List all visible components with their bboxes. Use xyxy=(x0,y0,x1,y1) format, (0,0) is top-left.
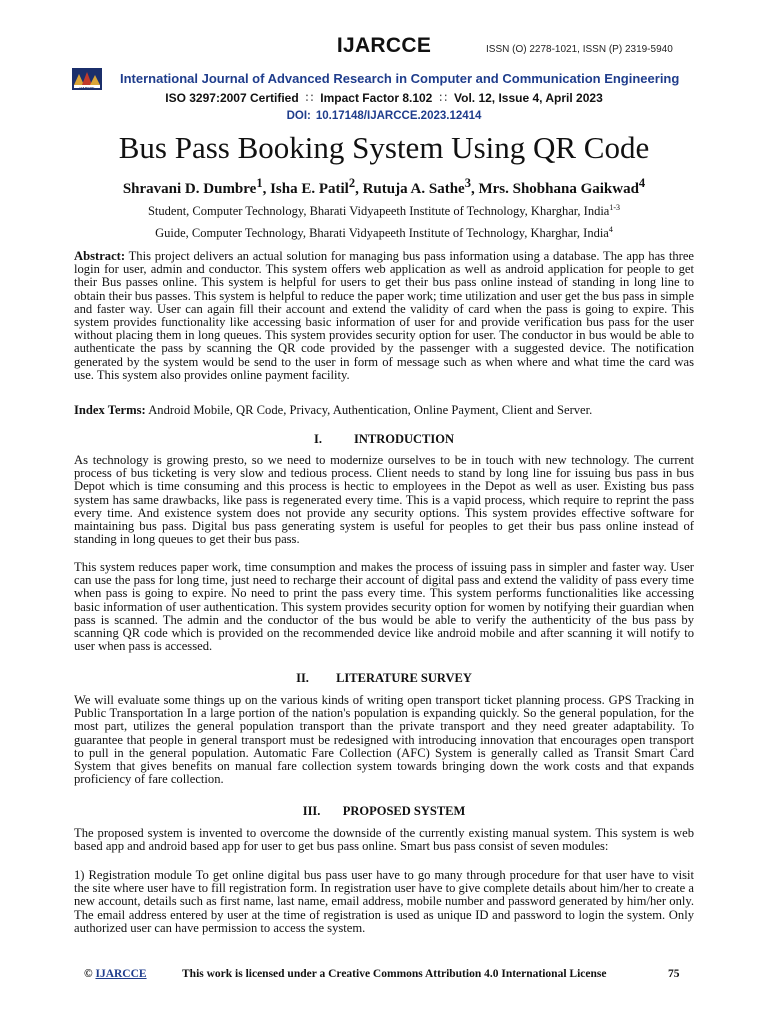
abstract xyxy=(74,250,694,382)
volume-issue: Vol. 12, Issue 4, April 2023 xyxy=(454,91,603,105)
abstract-text: This project delivers an actual solution for managing bus pass information using a database. The app has three login for user, admin and conductor. This system offers web application as well as android application for people to get their Bus passes online. This system is helpful for users to get their bus pass online instead of standing in long line to obtain their bus passes. This system is helpful to reduce the paper work; time utilization and user get the bus pass in simple and faster way. User can again fill their account and extend the validity of card when the pass is going to expire. This system provides functionality like accessing basic information of user for and provide verification bus pass for the user without placing them in long queues. This system provides security option for user. The conductor in bus would be able to authenticate the pass by scanning the QR code provided by the passenger with a suggested device. The notification generated by the system would be send to the user in form of message such as when where and what time the card was use. This system also provides online payment facility. xyxy=(74,249,695,382)
author-list xyxy=(0,176,768,198)
doi-line xyxy=(0,110,768,122)
intro-paragraph-1: As technology is growing presto, so we need to modernize ourselves to be in touch with new technology. The current process of bus ticketing is very slow and tedious process. Client needs to stand by long line for issuing bus pass in bus Depot which is time consuming and this process is hectic to employees in the Depot as well as user. Existing bus pass system has same drawbacks, like pass is regenerated every time. This is a vapid process, which require to reprint the pass every time. And existence system does not provide any security options. This system provides effective software for maintaining bus pass. Digital bus pass generating system is useful for peoples to get their bus pass online instead of standing in long queues to get their bus pass. xyxy=(74,453,694,547)
section-heading-literature-survey: II. LITERATURE SURVEY xyxy=(296,671,472,685)
index-terms-text: Android Mobile, QR Code, Privacy, Authentication, Online Payment, Client and Server. xyxy=(148,403,593,417)
doi-link[interactable]: 10.17148/IJARCCE.2023.12414 xyxy=(315,110,482,122)
journal-short-name: IJARCCE xyxy=(336,34,432,57)
journal-full-name: International Journal of Advanced Research in Computer and Communication Engineering xyxy=(120,71,680,86)
page-number: 75 xyxy=(668,968,680,980)
author-3: Rutuja A. Sathe$^3$, xyxy=(362,176,479,197)
index-terms-label: Index Terms: xyxy=(74,403,146,417)
proposed-paragraph-1: The proposed system is invented to overcome the downside of the currently existing manual system. This system is web based app and android based app for user to get bus pass online. Smart bus pass consist of seven modules: xyxy=(74,826,694,854)
author-1: Shravani D. Dumbre$^1$, xyxy=(122,176,271,197)
author-2: Isha E. Patil$^2$, xyxy=(270,176,363,197)
logo-text: IJARCCE xyxy=(79,86,95,90)
paper-title: Bus Pass Booking System Using QR Code xyxy=(118,130,650,165)
footer-license: This work is licensed under a Creative Commons Attribution 4.0 International License xyxy=(182,968,607,980)
footer-copyright: © IJARCCE xyxy=(84,968,147,980)
affiliation-guide: Guide, Computer Technology, Bharati Vidyapeeth Institute of Technology, Kharghar, India$^4$ xyxy=(155,225,613,241)
index-terms xyxy=(74,404,694,417)
section-heading-introduction: I. INTRODUCTION xyxy=(313,432,454,446)
certification-line xyxy=(0,91,768,105)
ijarcce-logo-icon xyxy=(72,68,102,90)
copyright-link[interactable]: IJARCCE xyxy=(95,968,147,980)
literature-paragraph-1: We will evaluate some things up on the various kinds of writing open transport ticket planning process. GPS Tracking in Public Transportation In a large portion of the nation's population is expanding quickly. So the general population, for the most part, utilizes the general population transport than the private transport and they need greater adaptability. To guarantee that people in general transport must be redesigned with introducing innovation that encourages open transport to pull in the general population. Automatic Fare Collection (AFC) System is generally called as Transit Smart Card System that gives benefits on manual fare collection system towards bringing down the work costs and that expands proficiency of fare collection. xyxy=(74,693,694,787)
impact-factor: Impact Factor 8.102 xyxy=(320,91,433,105)
intro-paragraph-2: This system reduces paper work, time consumption and makes the process of issuing pass in simpler and faster way. User can use the pass for long time, just need to recharge their account of digital pass and extend the validity of pass every time when pass is going to expire. No need to print the pass every time. This system performs functionalities like accessing basic information of user authentication. This system provides security option for women by notifying their guardian when pass is scanned. The admin and the conductor of the bus would be able to verify the authenticity of the bus pass by scanning QR code which is provided on the recommended device like android mobile and after scanning it will notify to user when pass is accessed. xyxy=(74,560,694,654)
proposed-paragraph-2: 1) Registration module To get online digital bus pass user have to go many through procedure for that user have to visit the site where user have to fill registration form. In registration user have to give complete details about him/her to create a new account, details such as first name, last name, email address, mobile number and password generated by him/her only. The email address entered by user at the time of registration is used as unique ID and password to login the system. Only authorized user can have permission to access the system. xyxy=(74,868,694,935)
affiliation-students: Student, Computer Technology, Bharati Vidyapeeth Institute of Technology, Kharghar, India$^{1-3}$ xyxy=(147,203,621,219)
separator-1: ∷ xyxy=(305,91,314,105)
abstract-label: Abstract: xyxy=(74,249,126,263)
issn-numbers: ISSN (O) 2278-1021, ISSN (P) 2319-5940 xyxy=(486,44,673,55)
doi-label: DOI: xyxy=(286,110,311,122)
separator-2: ∷ xyxy=(439,91,447,105)
iso-certification: ISO 3297:2007 Certified xyxy=(165,91,299,105)
author-4: Mrs. Shobhana Gaikwad$^4$ xyxy=(478,176,646,197)
section-heading-proposed-system: III. PROPOSED SYSTEM xyxy=(302,804,466,818)
